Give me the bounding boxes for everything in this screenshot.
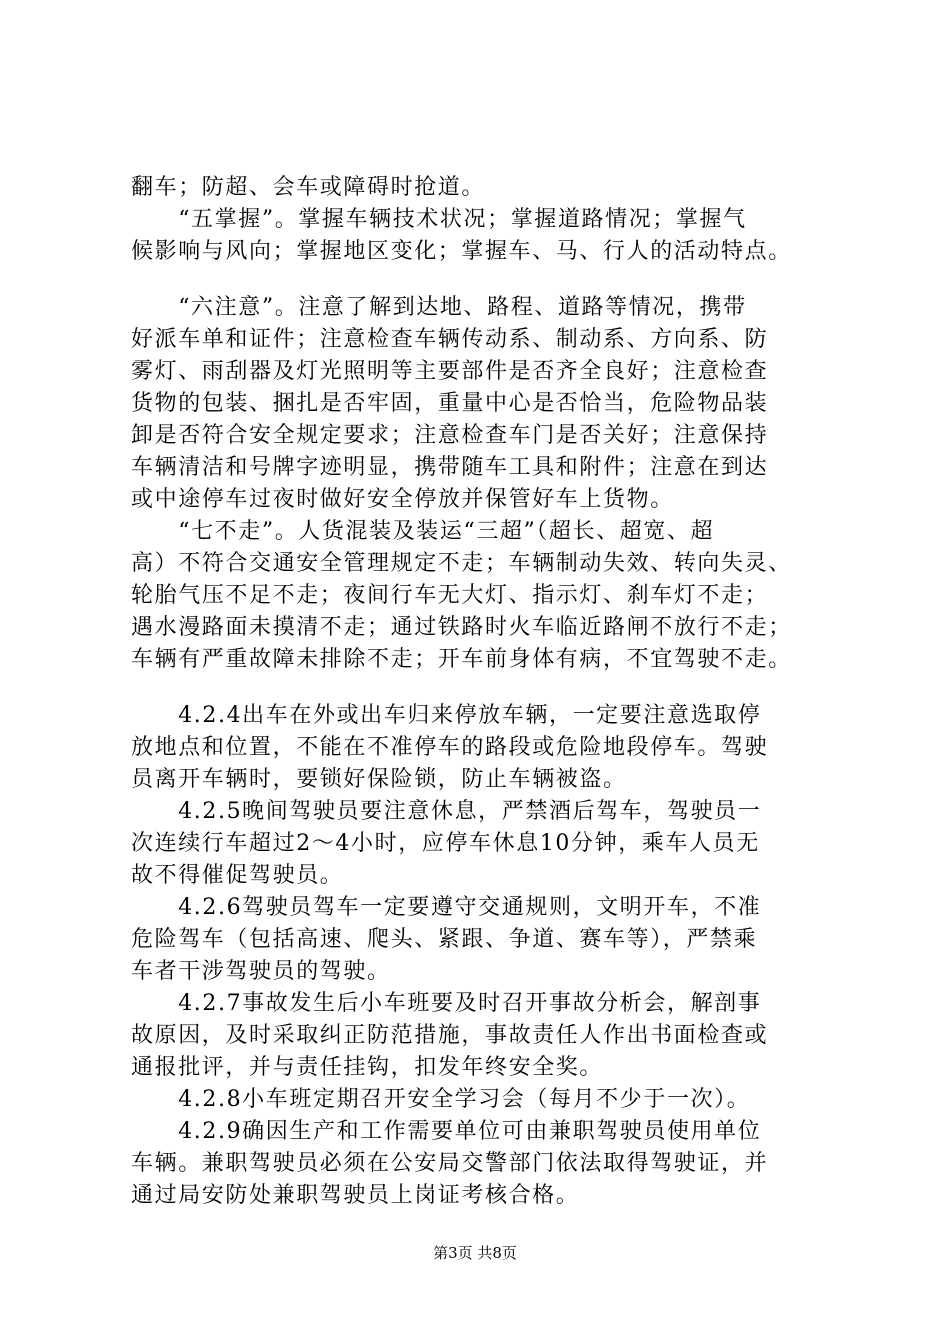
text-line: 4.2.5晚间驾驶员要注意休息，严禁酒后驾车，驾驶员一: [131, 799, 762, 824]
text-line: 车辆。兼职驾驶员必须在公安局交警部门依法取得驾驶证，并: [131, 1151, 769, 1176]
text-line: 车辆清洁和号牌字迹明显，携带随车工具和附件；注意在到达: [131, 455, 769, 480]
text-line: 通报批评，并与责任挂钩，扣发年终安全奖。: [131, 1055, 604, 1080]
text-line: 或中途停车过夜时做好安全停放并保管好车上货物。: [131, 487, 674, 512]
page-footer: 第3页 共8页: [433, 1244, 517, 1262]
text-line: “五掌握”。掌握车辆技术状况；掌握道路情况；掌握气: [131, 207, 747, 232]
text-line: 4.2.7事故发生后小车班要及时召开事故分析会，解剖事: [131, 991, 762, 1016]
text-line: 候影响与风向；掌握地区变化；掌握车、马、行人的活动特点。: [131, 239, 792, 264]
text-line: 故不得催促驾驶员。: [131, 863, 344, 888]
text-line: 好派车单和证件；注意检查车辆传动系、制动系、方向系、防: [131, 327, 769, 352]
text-line: 遇水漫路面未摸清不走；通过铁路时火车临近路闸不放行不走；: [131, 615, 792, 640]
text-line: 高）不符合交通安全管理规定不走；车辆制动失效、转向失灵、: [131, 551, 792, 576]
paragraph-gap: [131, 268, 831, 292]
text-line: 翻车；防超、会车或障碍时抢道。: [131, 175, 486, 200]
text-line: 故原因，及时采取纠正防范措施，事故责任人作出书面检查或: [131, 1023, 769, 1048]
text-line: 4.2.6驾驶员驾车一定要遵守交通规则，文明开车，不准: [131, 895, 762, 920]
text-line: 车辆有严重故障未排除不走；开车前身体有病，不宜驾驶不走。: [131, 647, 792, 672]
text-line: 员离开车辆时，要锁好保险锁，防止车辆被盗。: [131, 767, 627, 792]
text-line: 雾灯、雨刮器及灯光照明等主要部件是否齐全良好；注意检查: [131, 359, 769, 384]
text-line: 通过局安防处兼职驾驶员上岗证考核合格。: [131, 1183, 580, 1208]
text-line: 放地点和位置，不能在不准停车的路段或危险地段停车。驾驶: [131, 735, 769, 760]
text-line: “六注意”。注意了解到达地、路程、道路等情况，携带: [131, 295, 747, 320]
text-line: “七不走”。人货混装及装运“三超”（超长、超宽、超: [131, 519, 715, 544]
text-line: 次连续行车超过2～4小时，应停车休息10分钟，乘车人员无: [131, 831, 760, 856]
paragraph-gap: [131, 676, 831, 700]
text-line: 卸是否符合安全规定要求；注意检查车门是否关好；注意保持: [131, 423, 769, 448]
text-line: 4.2.8小车班定期召开安全学习会（每月不少于一次）。: [131, 1087, 751, 1112]
text-line: 4.2.4出车在外或出车归来停放车辆，一定要注意选取停: [131, 703, 762, 728]
text-line: 货物的包装、捆扎是否牢固，重量中心是否恰当，危险物品装: [131, 391, 769, 416]
document-body: [131, 172, 831, 1212]
text-line: 危险驾车（包括高速、爬头、紧跟、争道、赛车等），严禁乘: [131, 927, 758, 952]
text-line: 轮胎气压不足不走；夜间行车无大灯、指示灯、刹车灯不走；: [131, 583, 769, 608]
text-line: 车者干涉驾驶员的驾驶。: [131, 959, 391, 984]
text-line: 4.2.9确因生产和工作需要单位可由兼职驾驶员使用单位: [131, 1119, 762, 1144]
